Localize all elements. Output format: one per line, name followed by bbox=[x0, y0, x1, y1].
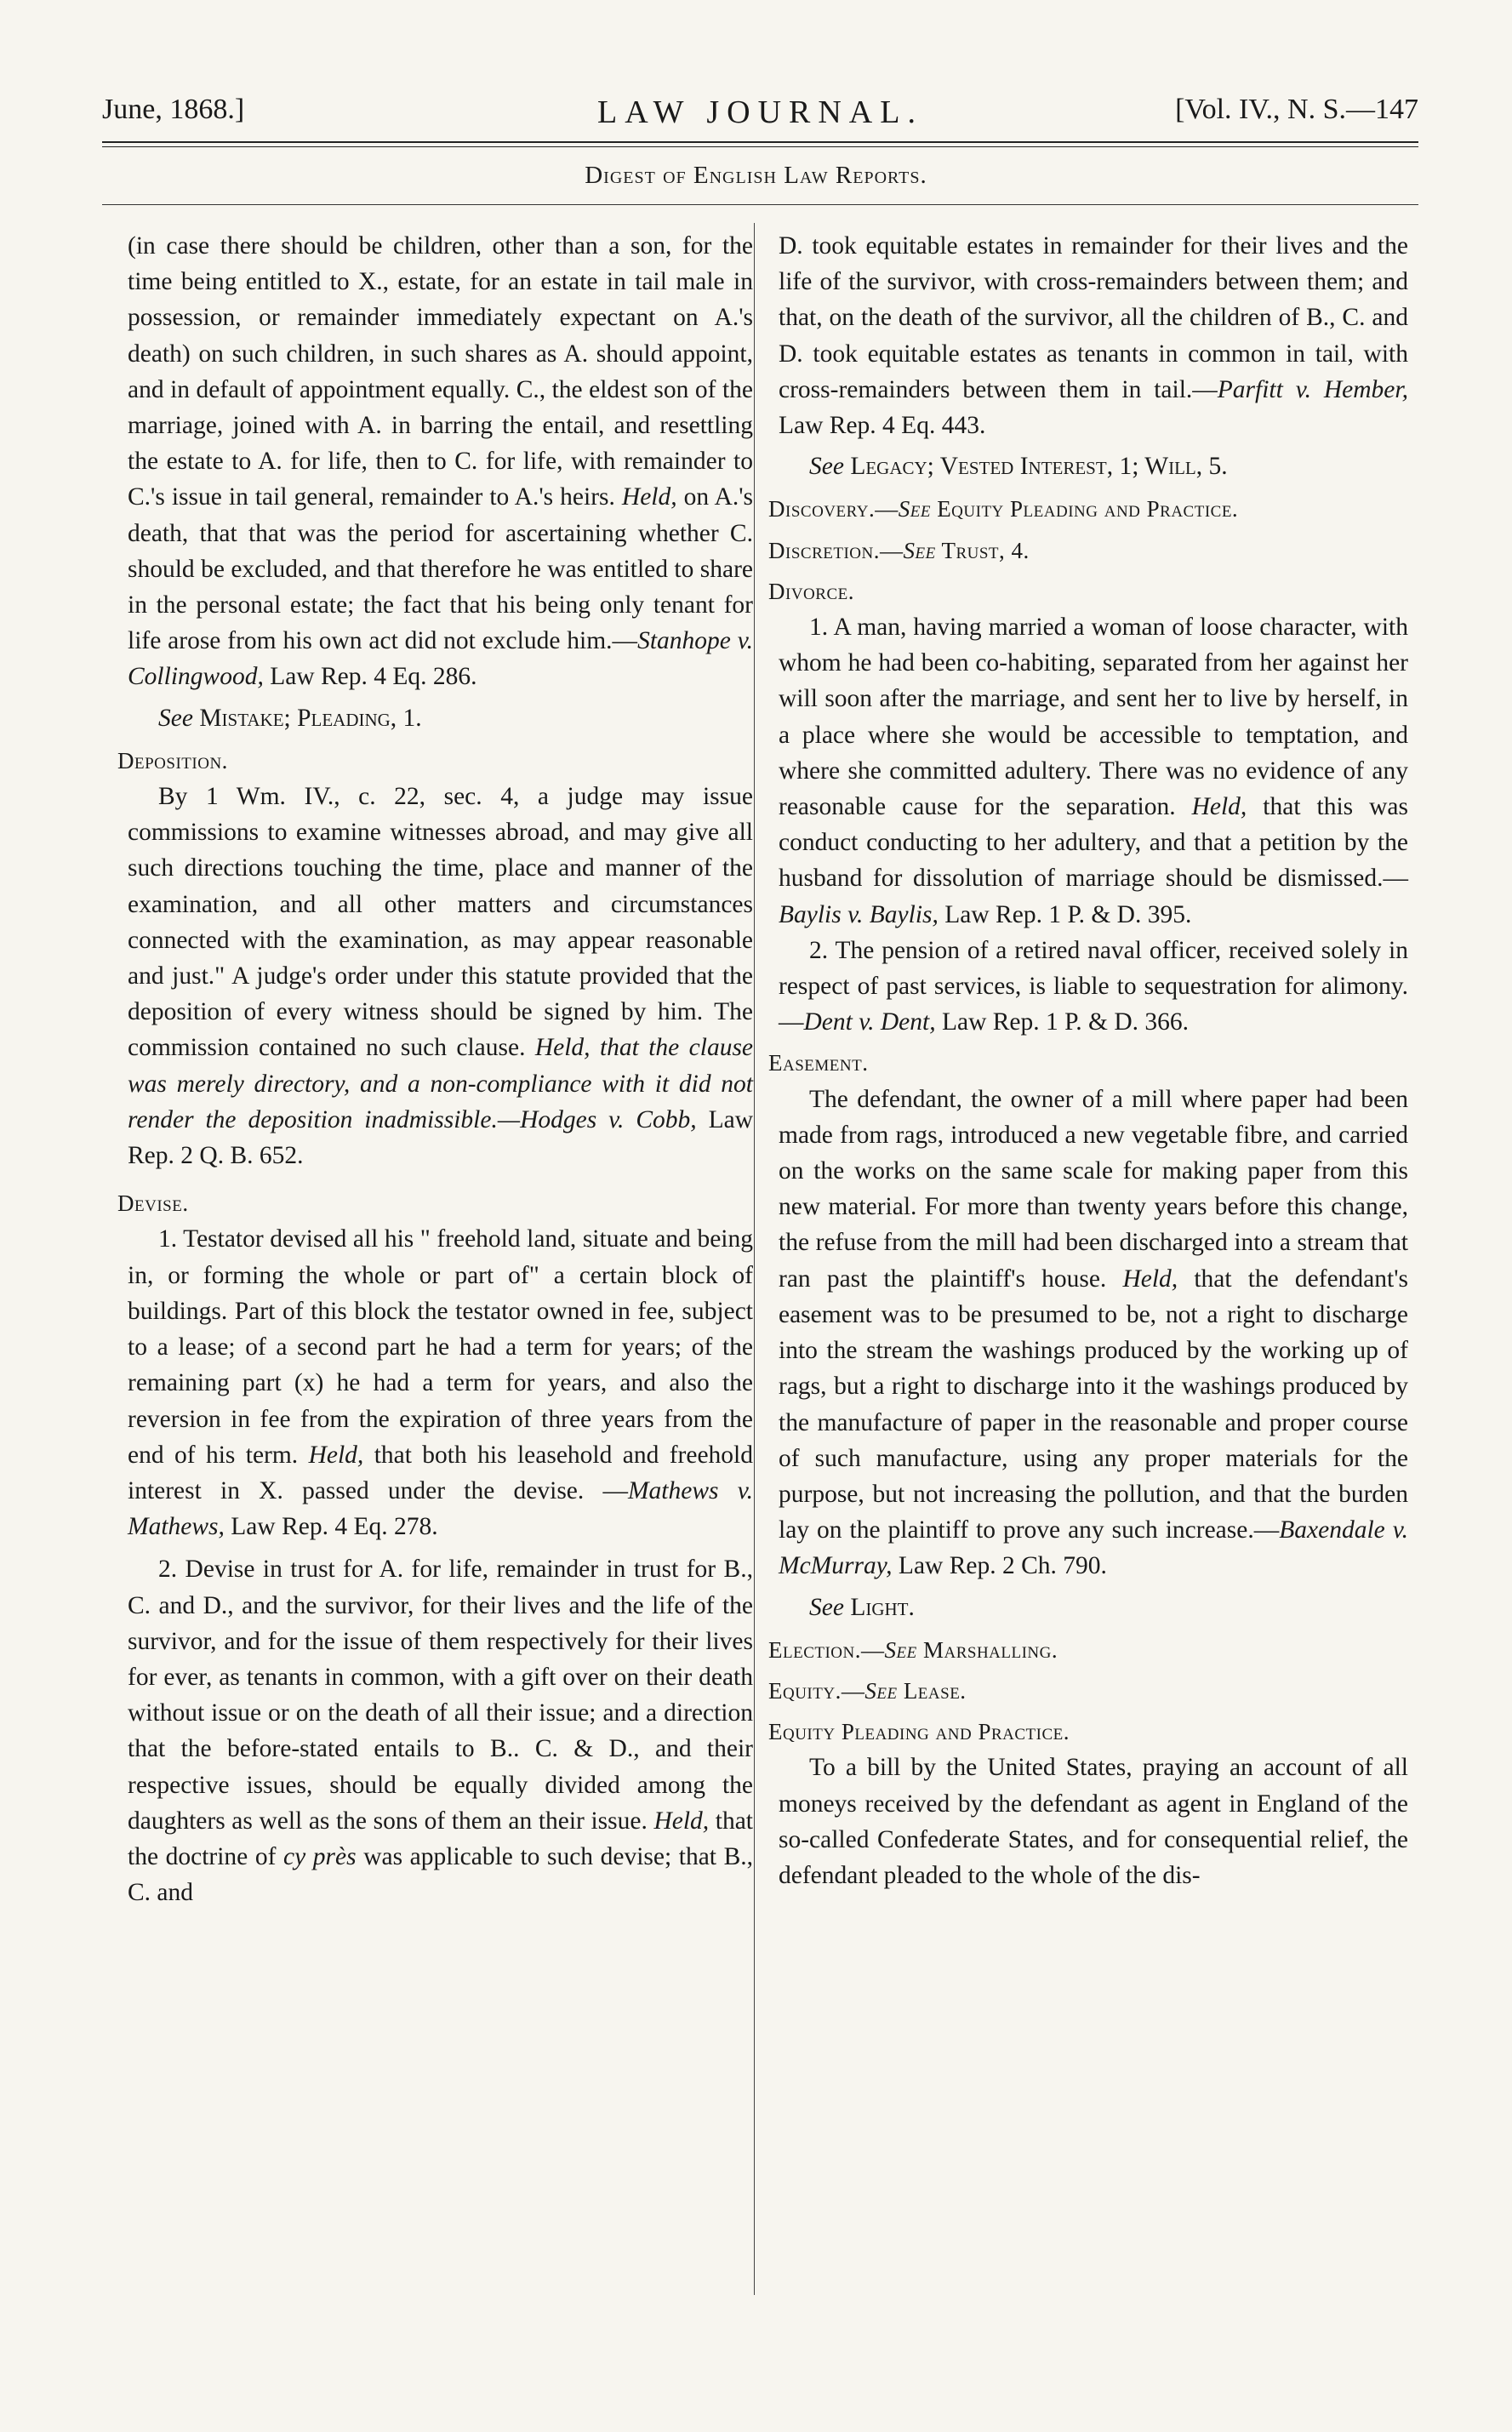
heading-equity-pleading: Equity Pleading and Practice. bbox=[768, 1719, 1070, 1745]
see-also: See Legacy; Vested Interest, 1; Will, 5. bbox=[809, 453, 1228, 481]
heading-election: Election.—See Marshalling. bbox=[768, 1636, 1058, 1663]
entry-baylis: 1. A man, having married a woman of loose character, with whom he had been co-habiting, separated from her against her will soon after the marriage, and sent her to live by herself, in a place where she would be accessible to temptation, and where she committed adultery. There was no evidence of any reasonable cause for the separation. Held, that this was conduct conducting to her adultery, and that a petition by the husband for dissolution of marriage should be dismissed.—Baylis v. Baylis, Law Rep. 1 P. & D. 395. bbox=[779, 614, 1408, 928]
heading-deposition: Deposition. bbox=[117, 747, 228, 774]
heading-easement: Easement. bbox=[768, 1050, 869, 1076]
section-rule bbox=[102, 204, 1418, 205]
volume-page: [Vol. IV., N. S.—147 bbox=[1175, 94, 1418, 125]
section-title: Digest of English Law Reports. bbox=[585, 162, 927, 189]
column-divider bbox=[754, 223, 755, 2295]
entry-dent: 2. The pension of a retired naval officer, received solely in respect of past services, is liable to sequestration for alimony.—Dent v. Dent, Law Rep. 1 P. & D. 366. bbox=[779, 936, 1408, 1036]
header-rule bbox=[102, 141, 1418, 147]
header-date: June, 1868.] bbox=[102, 94, 245, 125]
heading-divorce: Divorce. bbox=[768, 578, 854, 604]
entry-baxendale: The defendant, the owner of a mill where paper had been made from rags, introduced a new vegetable fibre, and carried on the works on the same scale for making paper from this new material. For more than twenty years before this change, the refuse from the mill had been discharged into a stream that ran past the plaintiff's house. Held, that the defendant's easement was to be presumed to be, not a right to discharge into the stream the washings produced by the working up of rags, but a right to discharge into it the washings produced by the manufacture of paper in the reasonable and proper course of such manufacture, using any proper materials for the purpose, but not increasing the pollution, and that the burden lay on the plaintiff to prove any such increase.—Baxendale v. McMurray, Law Rep. 2 Ch. 790. bbox=[779, 1085, 1409, 1580]
entry-devise-2: 2. Devise in trust for A. for life, remainder in trust for B., C. and D., and the survivor, for their lives and the life of the survivor, and for the issue of them respectively for their lives for ever, as tenants in common, with a gift over on their death without issue or on the death of all their issue; and a direction that the before-stated entails to B.. C. & D., and their respective issues, should be equally divided among the daughters as well as the sons of them an their issue. Held, that the doctrine of cy près was applicable to such devise; that B., C. and bbox=[128, 1556, 754, 1907]
right-column bbox=[768, 228, 1409, 1893]
entry-stanhope: (in case there should be children, other than a son, for the time being entitled to X., estate, for an estate in tail male in possession, or remainder immediately expectant on A.'s death) on such children, in such shares as A. should appoint, and in default of appointment equally. C., the eldest son of the marriage, joined with A. in barring the entail, and resettling the estate to A. for life, then to C. for life, with remainder to C.'s issue in tail general, remainder to A.'s heirs. Held, on A.'s death, that that was the period for ascertaining whether C. should be excluded, and that therefore he was entitled to share in the personal estate; the fact that his being only tenant for life arose from his own act did not exclude him.—Stanhope v. Collingwood, Law Rep. 4 Eq. 286. bbox=[128, 232, 754, 691]
entry-hodges: By 1 Wm. IV., c. 22, sec. 4, a judge may issue commissions to examine witnesses abroad, and may give all such directions touching the time, place and manner of the examination, and all other matters and circumstances connected with the examination, as may appear reasonable and just." A judge's order under this statute provided that the deposition of every witness should be signed by him. The commission contained no such clause. Held, that the clause was merely directory, and a non-compliance with it did not render the deposition inadmissible.—Hodges v. Cobb, Law Rep. 2 Q. B. 652. bbox=[128, 783, 754, 1170]
heading-devise: Devise. bbox=[117, 1190, 189, 1217]
heading-equity: Equity.—See Lease. bbox=[768, 1677, 967, 1704]
see-also: See Light. bbox=[809, 1593, 915, 1621]
see-also: See Mistake; Pleading, 1. bbox=[158, 704, 422, 732]
heading-discretion: Discretion.—See Trust, 4. bbox=[768, 537, 1030, 563]
journal-title: LAW JOURNAL. bbox=[597, 94, 923, 130]
entry-united-states: To a bill by the United States, praying an account of all moneys received by the defendant as agent in England of the so-called Confederate States, and for consequential relief, the defendant pleaded to the whole of the dis- bbox=[779, 1754, 1408, 1889]
entry-mathews: 1. Testator devised all his " freehold land, situate and being in, or forming the whole or part of" a certain block of buildings. Part of this block the testator owned in fee, subject to a lease; of a second part he had a term for years; of the remaining part (x) he had a term for years, and also the reversion in fee from the expiration of three years from the end of his term. Held, that both his leasehold and freehold interest in X. passed under the devise. —Mathews v. Mathews, Law Rep. 4 Eq. 278. bbox=[128, 1225, 754, 1541]
heading-discovery: Discovery.—See Equity Pleading and Practice. bbox=[768, 496, 1239, 522]
running-head bbox=[102, 94, 1418, 136]
left-column bbox=[117, 228, 754, 1910]
entry-parfitt: D. took equitable estates in remainder for their lives and the life of the survivor, with cross-remainders between them; and that, on the death of the survivor, all the children of B., C. and D. took equitable estates as tenants in common in tail, with cross-remainders between them in tail.—Parfitt v. Hember, Law Rep. 4 Eq. 443. bbox=[779, 232, 1408, 440]
